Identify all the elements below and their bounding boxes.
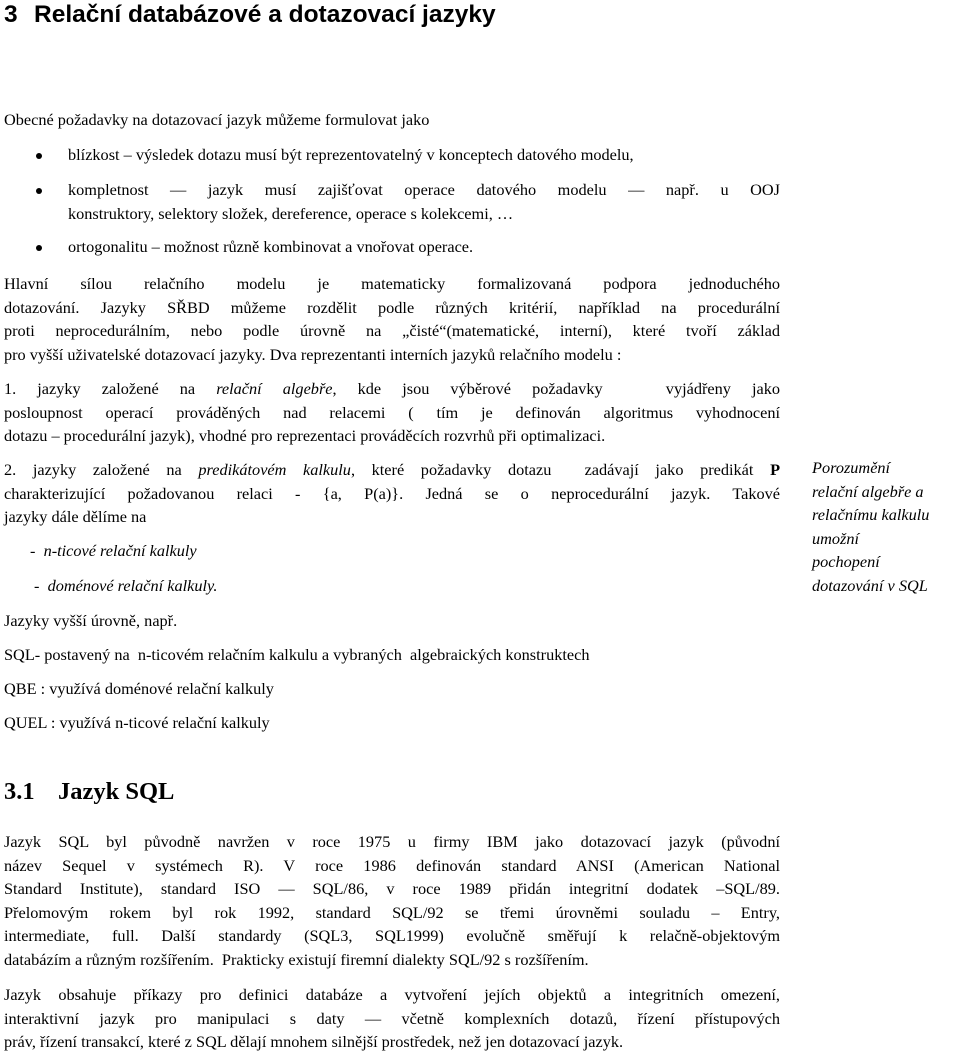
- text-line: pro vyšší uživatelské dotazovací jazyky. Dva reprezentanti interních jazyků relačního modelu :: [4, 344, 622, 364]
- dash: -: [30, 541, 36, 560]
- emphasis: relační algebře: [216, 379, 333, 398]
- margin-note-line: Porozumění: [812, 458, 891, 477]
- text-line: Jazyk SQL byl původně navržen v roce 1975 u firmy IBM jako dotazovací jazyk (původní: [4, 832, 780, 851]
- subitem-text: doménové relační kalkuly.: [47, 576, 218, 595]
- list-item: [68, 235, 780, 259]
- emphasis: predikátovém kalkulu: [198, 460, 351, 479]
- text-line: jazyky dále dělíme na: [4, 507, 147, 526]
- margin-note-line: pochopení: [812, 552, 880, 571]
- chapter-heading: [4, 0, 496, 30]
- subitem: [34, 574, 217, 598]
- text-segment: , kde jsou výběrové požadavky vyjádřeny jako: [332, 379, 781, 398]
- paragraph-sql-commands: [4, 983, 780, 1054]
- item-1: [4, 377, 780, 448]
- text-line: Hlavní sílou relačního modelu je matematicky formalizovaná podpora jednoduchého: [4, 274, 780, 293]
- subitem: [30, 539, 197, 563]
- paragraph-sql-history: [4, 830, 780, 971]
- chapter-number: 3: [4, 1, 18, 28]
- text-segment: , které požadavky dotazu zadávají jako predikát: [350, 460, 771, 479]
- list-item: [68, 178, 780, 225]
- text-line: interaktivní jazyk pro manipulaci s daty — včetně komplexních dotazů, řízení přístupových: [4, 1008, 780, 1028]
- chapter-title: Relační databázové a dotazovací jazyky: [34, 1, 496, 28]
- bullet-text: ortogonalitu – možnost různě kombinovat a vnořovat operace.: [68, 237, 474, 256]
- predicate-symbol: P: [770, 460, 781, 479]
- margin-note-line: dotazování v SQL: [812, 575, 928, 595]
- text-line: [4, 377, 780, 401]
- text-line: dotazování. Jazyky SŘBD můžeme rozdělit podle různých kritérií, například na procedurální: [4, 297, 780, 317]
- language-sql: SQL- postavený na n-ticovém relačním kalkulu a vybraných algebraických konstruktech: [4, 645, 590, 664]
- paragraph-hlavni: [4, 272, 780, 366]
- bullet-dot: [36, 188, 42, 194]
- higher-level-intro: Jazyky vyšší úrovně, např.: [4, 611, 178, 630]
- text-line: databázím a různým rozšířením. Prakticky existují firemní dialekty SQL/92 s rozšířením.: [4, 949, 589, 969]
- margin-note-line: relační algebře a: [812, 481, 924, 501]
- text-line: Přelomovým rokem byl rok 1992, standard SQL/92 se třemi úrovněmi souladu – Entry,: [4, 902, 780, 922]
- subitem-text: n-ticové relační kalkuly: [43, 541, 197, 560]
- list-item: [68, 143, 780, 167]
- bullet-text: blízkost – výsledek dotazu musí být reprezentovatelný v konceptech datového modelu,: [68, 145, 634, 164]
- language-qbe: QBE : využívá doménové relační kalkuly: [4, 679, 274, 698]
- text-segment: 2. jazyky založené na: [4, 460, 199, 479]
- margin-note-line: umožní: [812, 528, 860, 548]
- section-number: 3.1: [4, 778, 35, 805]
- intro-text: Obecné požadavky na dotazovací jazyk můžeme formulovat jako: [4, 110, 430, 129]
- text-segment: 1. jazyky založené na: [4, 379, 217, 398]
- text-line: [4, 458, 780, 482]
- text-line: charakterizující požadovanou relaci - {a, P(a)}. Jedná se o neprocedurální jazyk. Takové: [4, 483, 780, 503]
- language-quel: QUEL : využívá n-ticové relační kalkuly: [4, 713, 270, 732]
- dash: -: [34, 576, 40, 595]
- section-heading: [4, 776, 174, 808]
- bullet-dot: [36, 153, 42, 159]
- text-line: intermediate, full. Další standardy (SQL3, SQL1999) evolučně směřují k relačně-objektovým: [4, 926, 780, 945]
- text-line: proti neprocedurálním, nebo podle úrovně na „čisté“(matematické, interní), které tvoří základ: [4, 321, 780, 340]
- text-line: dotazu – procedurální jazyk), vhodné pro reprezentaci prováděcích rozvrhů při optimalizaci.: [4, 426, 606, 445]
- item-2: [4, 458, 780, 529]
- text-line: práv, řízení transakcí, které z SQL dělají mnohem silnější prostředek, než jen dotazovací jazyk.: [4, 1032, 624, 1051]
- text-line: název Sequel v systémech R). V roce 1986 definován standard ANSI (American National: [4, 855, 780, 875]
- text-line: Standard Institute), standard ISO — SQL/86, v roce 1989 přidán integritní dodatek –SQL/89.: [4, 879, 780, 898]
- bullet-text: kompletnost — jazyk musí zajišťovat operace datového modelu — např. u OOJ: [68, 180, 780, 199]
- margin-note: [812, 456, 960, 597]
- bullet-text: konstruktory, selektory složek, dereference, operace s kolekcemi, …: [68, 203, 514, 223]
- section-title: Jazyk SQL: [58, 778, 175, 805]
- margin-note-line: relačnímu kalkulu: [812, 505, 930, 524]
- text-line: posloupnost operací prováděných nad relacemi ( tím je definován algoritmus vyhodnocení: [4, 402, 780, 422]
- text-line: Jazyk obsahuje příkazy pro definici databáze a vytvoření jejích objektů a integritních omezení,: [4, 985, 780, 1004]
- bullet-dot: [36, 245, 42, 251]
